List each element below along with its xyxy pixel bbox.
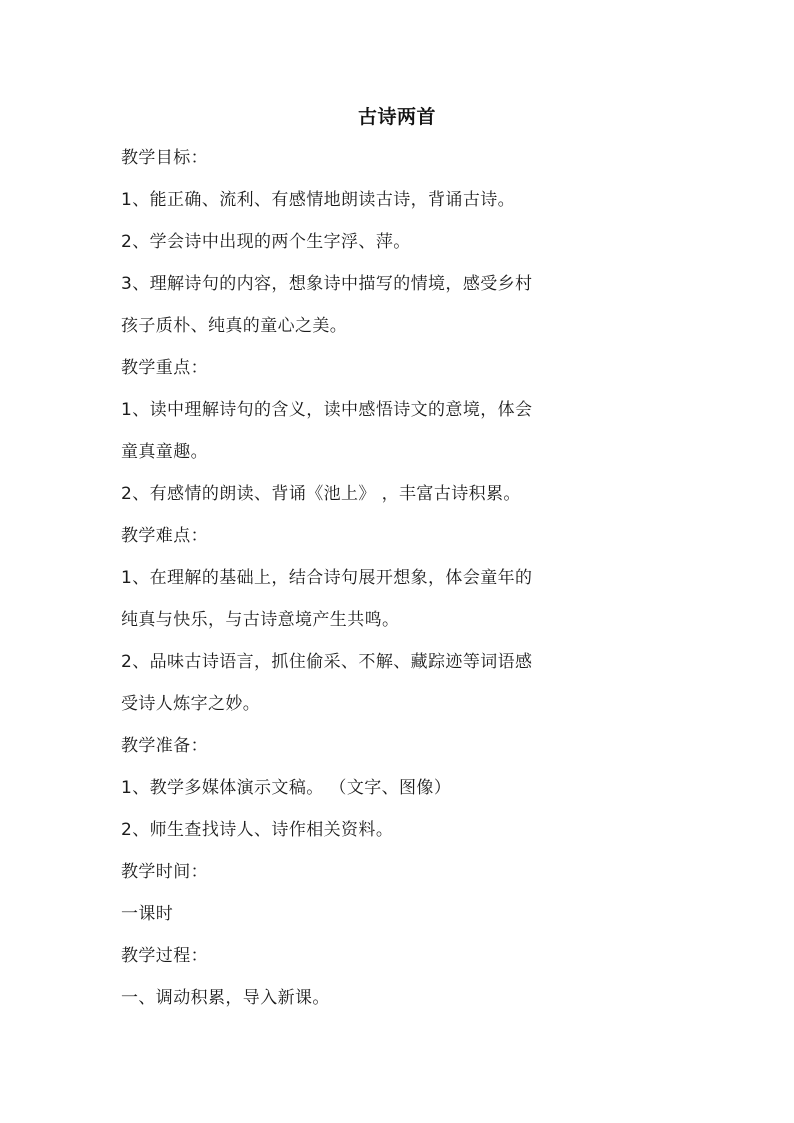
process-step-1: 一、调动积累，导入新课。: [121, 988, 330, 1008]
difficulty-item-1-continued: 纯真与快乐，与古诗意境产生共鸣。: [121, 610, 400, 630]
preparation-item-2: 2、师生查找诗人、诗作相关资料。: [121, 820, 394, 840]
document-title: 古诗两首: [357, 106, 436, 128]
heading-difficulties: 教学难点：: [121, 526, 208, 546]
key-point-item-1: 1、读中理解诗句的含义，读中感悟诗文的意境，体会: [121, 400, 533, 420]
goal-item-3: 3、理解诗句的内容，想象诗中描写的情境，感受乡村: [121, 274, 533, 294]
heading-teaching-process: 教学过程：: [121, 946, 208, 966]
difficulty-item-2-continued: 受诗人炼字之妙。: [121, 694, 261, 714]
key-point-item-2: 2、有感情的朗读、背诵《池上》 ，丰富古诗积累。: [121, 484, 521, 504]
heading-teaching-goals: 教学目标：: [121, 148, 208, 168]
preparation-item-1: 1、教学多媒体演示文稿。 （文字、图像）: [121, 778, 452, 798]
goal-item-2: 2、学会诗中出现的两个生字浮、萍。: [121, 232, 411, 252]
goal-item-3-continued: 孩子质朴、纯真的童心之美。: [121, 316, 348, 336]
teaching-time-value: 一课时: [121, 904, 174, 924]
goal-item-1: 1、能正确、流利、有感情地朗读古诗，背诵古诗。: [121, 190, 516, 210]
key-point-item-1-continued: 童真童趣。: [121, 442, 208, 462]
heading-key-points: 教学重点：: [121, 358, 208, 378]
difficulty-item-1: 1、在理解的基础上，结合诗句展开想象，体会童年的: [121, 568, 533, 588]
difficulty-item-2: 2、品味古诗语言，抓住偷采、不解、藏踪迹等词语感: [121, 652, 533, 672]
heading-preparation: 教学准备：: [121, 736, 208, 756]
heading-teaching-time: 教学时间：: [121, 862, 208, 882]
